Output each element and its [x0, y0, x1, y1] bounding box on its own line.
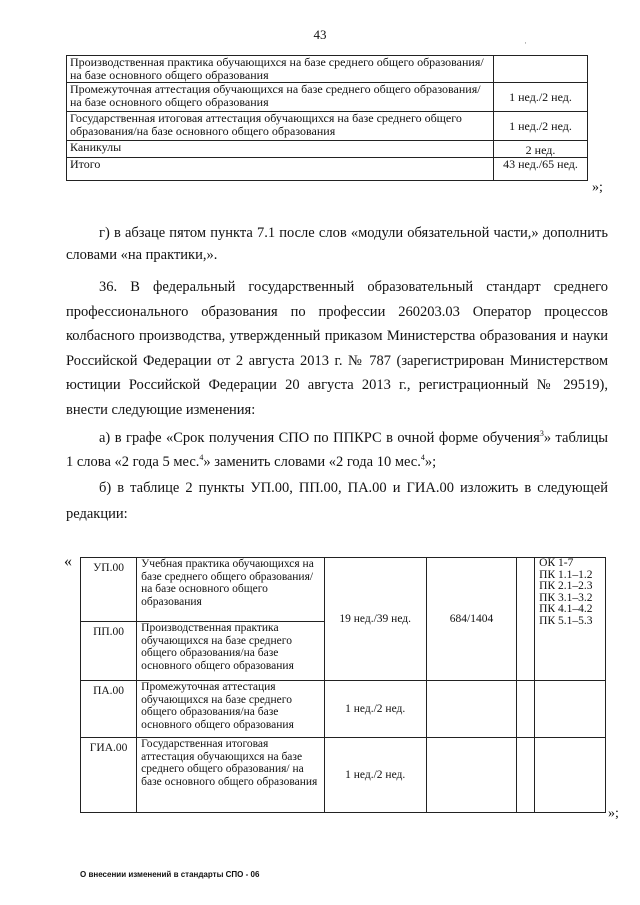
competency-item: ПК 5.1–5.3 — [539, 614, 593, 627]
page-number: 43 — [313, 27, 327, 42]
table-row — [67, 56, 588, 83]
table-cell: 2 нед. — [494, 141, 588, 158]
paragraph-g: г) в абзаце пятом пункта 7.1 после слов «модули обязательной части,» дополнить словами «на практики,». — [66, 225, 608, 263]
competency-item: ПК 3.1–3.2 — [539, 591, 593, 604]
table-cell-code: ПП.00 — [81, 622, 137, 681]
table-cell: 1 нед./2 нед. — [494, 112, 588, 141]
table-cell — [517, 558, 535, 681]
table-cell: 1 нед./2 нед. — [494, 83, 588, 112]
table-cell: Государственная итоговая аттестация обучающихся на базе среднего общего образования/на базе основного общего образования — [67, 112, 494, 141]
competency-item: ПК 4.1–4.2 — [539, 603, 593, 615]
table-row — [81, 738, 606, 813]
table-row — [81, 681, 606, 738]
table-cell-code: ПА.00 — [81, 681, 137, 738]
table-cell-weeks: 1 нед./2 нед. — [324, 681, 426, 738]
table-row — [67, 112, 588, 141]
table-cell: Учебная практика обучающихся на базе среднего общего образования/на базе основного общего образования — [137, 558, 324, 622]
footer-note: О внесении изменений в стандарты СПО - 06 — [80, 870, 260, 879]
paragraph-a-part3: » заменить словами «2 года 10 мес. — [203, 454, 421, 470]
table-cell-code: ГИА.00 — [81, 738, 137, 813]
table-cell: Производственная практика обучающихся на базе среднего общего образования/на базе основного общего образования — [67, 56, 494, 83]
table-cell — [535, 681, 606, 738]
table-row — [67, 141, 588, 158]
paragraph-a-part1: а) в графе «Срок получения СПО по ППКРС в очной форме обучения — [99, 430, 540, 446]
table-cell — [426, 681, 516, 738]
table-cell — [535, 738, 606, 813]
table-cell-hours: 684/1404 — [426, 558, 516, 681]
opening-quote: « — [64, 553, 72, 570]
table-cell-weeks: 19 нед./39 нед. — [324, 558, 426, 681]
competency-item: ПК 2.1–2.3 — [539, 580, 593, 592]
table-row — [67, 83, 588, 112]
table-cell-weeks: 1 нед./2 нед. — [324, 738, 426, 813]
table-cell: Промежуточная аттестация обучающихся на базе среднего общего образования/на базе основного общего образования — [137, 681, 324, 738]
paragraph-a-part4: »; — [424, 454, 437, 470]
table-cell: Промежуточная аттестация обучающихся на базе среднего общего образования/на базе основного общего образования — [67, 83, 494, 112]
footnote-ref: 4 — [199, 453, 204, 463]
footnote-ref: 3 — [539, 429, 544, 439]
table-continuation — [66, 55, 588, 181]
table-cell: Государственная итоговая аттестация обучающихся на базе среднего общего образования/ на базе основного общего образования — [137, 738, 324, 813]
closing-quote: »; — [608, 806, 619, 821]
paragraph-a-part2: » таблицы 1 слова «2 года 5 мес. — [66, 430, 608, 470]
table-2-excerpt — [80, 557, 606, 813]
table-row — [81, 558, 606, 622]
table-row — [67, 158, 588, 181]
table-cell — [494, 56, 588, 83]
table-cell — [517, 738, 535, 813]
competency-item: ОК 1-7 — [539, 557, 574, 569]
closing-quote: »; — [592, 180, 603, 195]
table-cell: Производственная практика обучающихся на базе среднего общего образования/на базе основного общего образования — [137, 622, 324, 681]
table-cell-competencies — [535, 558, 606, 681]
paragraph-a — [66, 426, 608, 474]
table-cell-code: УП.00 — [81, 558, 137, 622]
paragraph-36: 36. В федеральный государственный образовательный стандарт среднего профессионального образования по профессии 260203.03 Оператор процессов колбасного производства, утвержденный приказом Министерства образования и науки Российской Федерации от 2 августа 2013 г. № 787 (зарегистрирован Министерством юстиции Российской Федерации 20 августа 2013 г., регистрационный № 29519), внести следующие изменения: — [66, 279, 608, 418]
table-cell — [517, 681, 535, 738]
table-cell — [426, 738, 516, 813]
corner-mark: · — [524, 38, 527, 48]
table-cell: Итого — [67, 158, 494, 181]
competency-item: ПК 1.1–1.2 — [539, 568, 593, 581]
paragraph-b: б) в таблице 2 пункты УП.00, ПП.00, ПА.00 и ГИА.00 изложить в следующей редакции: — [66, 480, 608, 522]
table-cell: Каникулы — [67, 141, 494, 158]
footnote-ref: 4 — [420, 453, 425, 463]
table-cell: 43 нед./65 нед. — [494, 158, 588, 181]
